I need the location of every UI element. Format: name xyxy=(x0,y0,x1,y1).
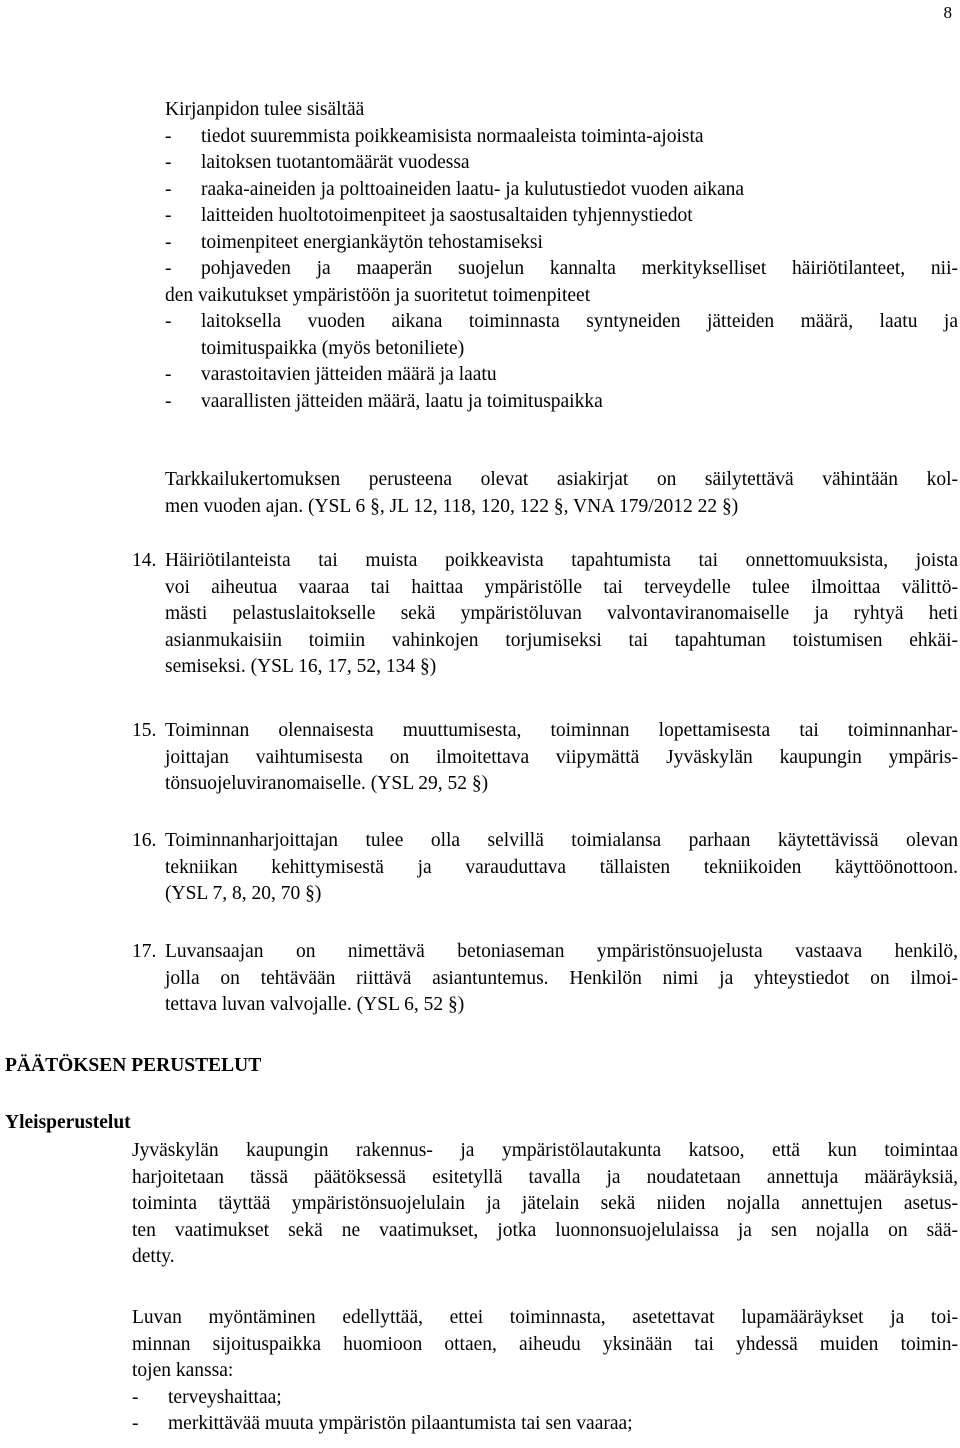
record-keeping-section xyxy=(165,97,958,415)
list-item: - laitoksella vuoden aikana toiminnasta syntyneiden jätteiden määrä, laatu ja xyxy=(165,311,958,332)
list-item: - merkittävää muuta ympäristön pilaantumista tai sen vaaraa; xyxy=(132,1413,633,1434)
list-item-continuation: den vaikutukset ympäristöön ja suoritetut toimenpiteet xyxy=(165,284,591,306)
retention-paragraph: Tarkkailukertomuksen perusteena olevat asiakirjat on säilytettävä vähintään kol- men vuoden ajan. (YSL 6 §, JL 12, 118, 120, 122 §, VNA 179/2012 22 §) xyxy=(165,469,958,517)
condition-16: 16. Toiminnanharjoittajan tulee olla selvillä toimialansa parhaan käytettävissä olevan tekniikan kehittymisestä ja varauduttava tällaisten tekniikoiden käyttöönottoon. (YSL 7, 8, 20, 70 §) xyxy=(132,828,958,908)
list-item: - raaka-aineiden ja polttoaineiden laatu- ja kulutustiedot vuoden aikana xyxy=(165,178,745,200)
condition-14: 14. Häiriötilanteista tai muista poikkeavista tapahtumista tai onnettomuuksista, joista voi aiheutua vaaraa tai haittaa ympäristölle tai terveydelle tulee ilmoittaa välittö- mästi pelastuslaitokselle sekä ympäristöluvan valvontaviranomaiselle ja ryhtyä heti asianmukaisiin toimiin vahinkojen torjumiseksi tai tapahtuman toistumisen ehkäi- semiseksi. (YSL 16, 17, 52, 134 §) xyxy=(132,548,958,681)
general-paragraph-1: Jyväskylän kaupungin rakennus- ja ympäristölautakunta katsoo, että kun toimintaa harjoitetaan tässä päätöksessä esitetyllä tavalla ja noudatetaan annettuja määräyksiä, toiminta täyttää ympäristönsuojelulain ja jätelain sekä niiden nojalla annettujen asetus- ten vaatimukset sekä ne vaatimukset, jotka luonnonsuojelulaissa ja sen nojalla on sää- detty. xyxy=(132,1140,958,1267)
condition-number: 15. xyxy=(132,720,157,741)
list-item: - vaarallisten jätteiden määrä, laatu ja toimituspaikka xyxy=(165,390,603,412)
subsection-heading: Yleisperustelut xyxy=(5,1112,131,1133)
page-number: 8 xyxy=(943,3,952,22)
condition-number: 14. xyxy=(132,550,157,571)
condition-15: 15. Toiminnan olennaisesta muuttumisesta, toiminnan lopettamisesta tai toiminnanhar- joittajan vaihtumisesta on ilmoitettava viipymättä Jyväskylän kaupungin ympäris- tönsuojeluviranomaiselle. (YSL 29, 52 §) xyxy=(132,718,958,798)
condition-number: 16. xyxy=(132,830,157,851)
general-paragraph-2: Luvan myöntäminen edellyttää, ettei toiminnasta, asetettavat lupamääräykset ja toi- minnan sijoituspaikka huomioon ottaen, aiheudu yksinään tai yhdessä muiden toimin- tojen kanssa: - terveyshaittaa; - merkittävää muuta ympäristön pilaantumista tai sen vaaraa; xyxy=(132,1305,958,1438)
list-item: - laitteiden huoltotoimenpiteet ja saostusaltaiden tyhjennystiedot xyxy=(165,205,693,226)
list-item-continuation: toimituspaikka (myös betoniliete) xyxy=(201,337,465,359)
list-item: - laitoksen tuotantomäärät vuodessa xyxy=(165,152,470,173)
record-keeping-intro: Kirjanpidon tulee sisältää xyxy=(165,99,365,120)
condition-number: 17. xyxy=(132,941,157,962)
list-item: - tiedot suuremmista poikkeamisista normaaleista toiminta-ajoista xyxy=(165,125,704,147)
list-item: - varastoitavien jätteiden määrä ja laatu xyxy=(165,364,497,385)
list-item: - toimenpiteet energiankäytön tehostamiseksi xyxy=(165,231,543,253)
list-item: - pohjaveden ja maaperän suojelun kannalta merkitykselliset häiriötilanteet, nii- xyxy=(165,258,958,279)
condition-17: 17. Luvansaajan on nimettävä betoniaseman ympäristönsuojelusta vastaava henkilö, jolla on tehtävään riittävä asiantuntemus. Henkilön nimi ja yhteystiedot on ilmoi- tettava luvan valvojalle. (YSL 6, 52 §) xyxy=(132,939,958,1019)
list-item: - terveyshaittaa; xyxy=(132,1386,282,1408)
section-heading: PÄÄTÖKSEN PERUSTELUT xyxy=(5,1055,262,1076)
